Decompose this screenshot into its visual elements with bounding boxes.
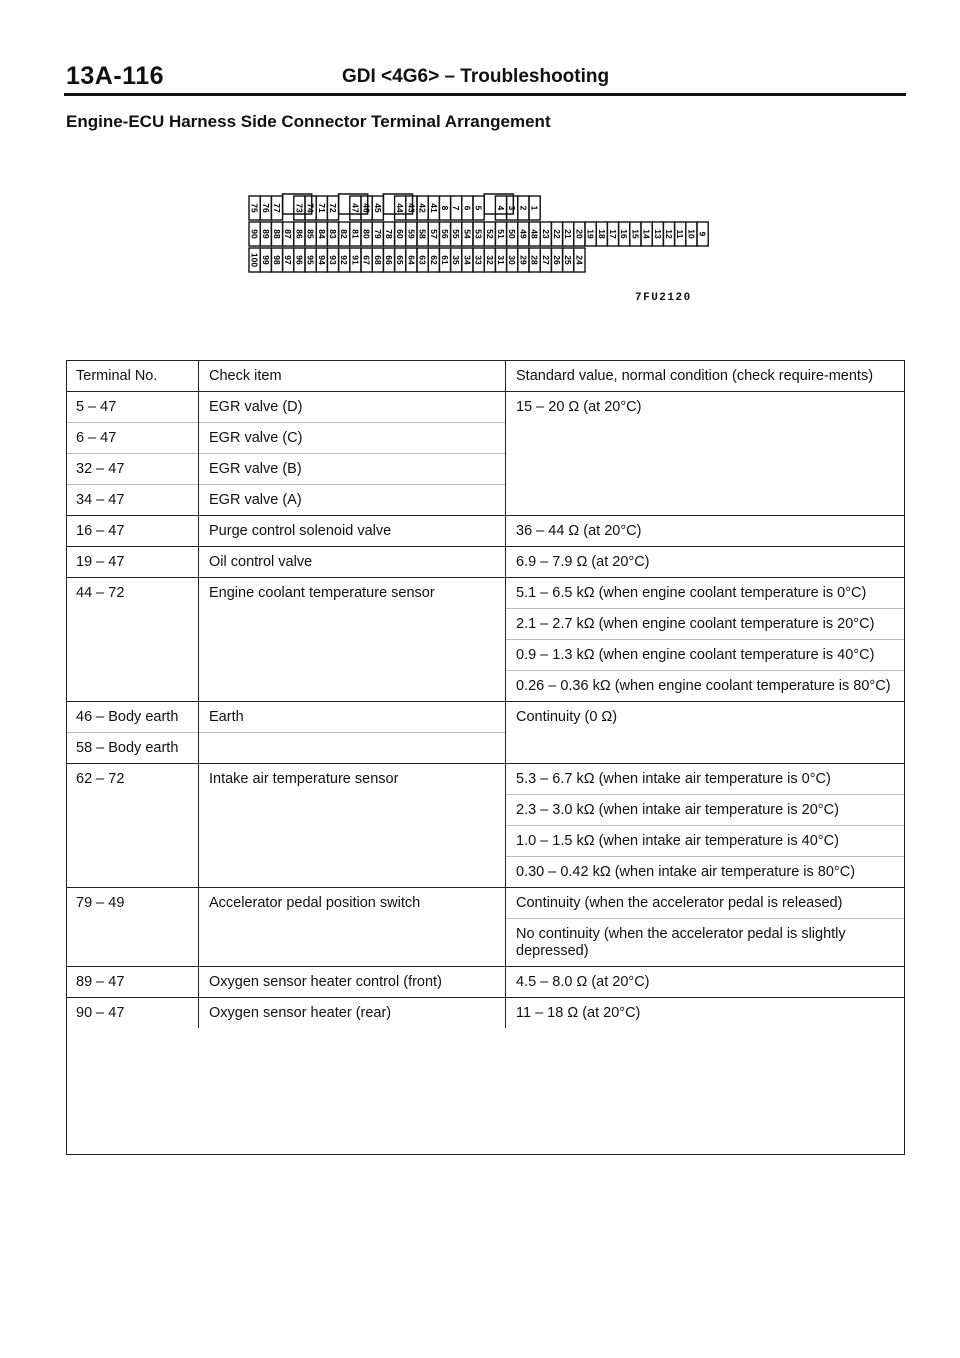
connector-pin-label: 30 [507, 255, 518, 265]
connector-pin-label: 86 [294, 229, 305, 239]
connector-pin-label: 34 [462, 255, 473, 265]
connector-pin-label: 62 [428, 255, 439, 265]
cell-value: 6.9 – 7.9 Ω (at 20°C) [506, 547, 906, 578]
cell-item [199, 640, 506, 671]
cell-item [199, 826, 506, 857]
connector-pin-label: 68 [372, 255, 383, 265]
connector-pin-label: 14 [641, 229, 652, 239]
connector-pin-label: 99 [260, 255, 271, 265]
connector-pin-label: 33 [473, 255, 484, 265]
table-row [66, 485, 905, 516]
connector-pin-label: 28 [529, 255, 540, 265]
table-row [66, 857, 905, 888]
connector-pin-label: 78 [384, 229, 394, 239]
cell-terminal: 79 – 49 [66, 888, 199, 919]
connector-pin-label: 81 [350, 229, 361, 239]
table-row [66, 998, 905, 1029]
cell-terminal: 62 – 72 [66, 764, 199, 795]
cell-item [199, 857, 506, 888]
connector-pin-label: 32 [484, 255, 495, 265]
connector-pin-label: 46 [361, 203, 372, 213]
connector-pin-label: 43 [406, 203, 417, 213]
terminal-check-table [66, 360, 905, 1028]
cell-terminal: 16 – 47 [66, 516, 199, 547]
connector-pin-label: 47 [350, 203, 361, 213]
connector-pin-label: 42 [417, 203, 428, 213]
connector-pin-label: 93 [328, 255, 338, 265]
cell-item [199, 609, 506, 640]
cell-terminal: 5 – 47 [66, 392, 199, 423]
cell-terminal [66, 795, 199, 826]
table-row [66, 733, 905, 764]
cell-item: Oil control valve [199, 547, 506, 578]
connector-pin-label: 24 [574, 255, 585, 265]
cell-item: Earth [199, 702, 506, 733]
cell-item [199, 795, 506, 826]
table-row [66, 826, 905, 857]
cell-value [506, 485, 906, 516]
cell-terminal [66, 609, 199, 640]
table-row [66, 547, 905, 578]
cell-terminal: 90 – 47 [66, 998, 199, 1029]
cell-terminal: 58 – Body earth [66, 733, 199, 764]
connector-pin-label: 19 [585, 229, 596, 239]
connector-pin-label: 3 [507, 205, 518, 211]
connector-key-slot [484, 194, 513, 214]
connector-pin-label: 18 [596, 229, 607, 239]
cell-terminal: 44 – 72 [66, 578, 199, 609]
connector-diagram [245, 188, 715, 288]
connector-pin-labels [250, 203, 708, 267]
header-standard-value: Standard value, normal condition (check require-ments) [506, 361, 906, 392]
connector-pin-label: 55 [451, 229, 462, 239]
connector-pin-label: 13 [652, 229, 663, 239]
connector-pin-label: 82 [339, 229, 350, 239]
cell-terminal: 32 – 47 [66, 454, 199, 485]
table-row [66, 516, 905, 547]
connector-pin-label: 15 [630, 229, 641, 239]
table-row [66, 640, 905, 671]
connector-pin-label: 50 [507, 229, 518, 239]
header-check-item: Check item [199, 361, 506, 392]
cell-value: 0.30 – 0.42 kΩ (when intake air temperature is 80°C) [506, 857, 906, 888]
connector-pin-label: 4 [496, 205, 506, 211]
connector-pin-label: 20 [574, 229, 585, 239]
section-title: Engine-ECU Harness Side Connector Terminal Arrangement [66, 112, 551, 131]
connector-pin-label: 90 [249, 229, 260, 239]
cell-item: Engine coolant temperature sensor [199, 578, 506, 609]
cell-value [506, 423, 906, 454]
connector-pin-label: 67 [361, 255, 372, 265]
connector-pin-label: 44 [395, 203, 406, 213]
connector-pin-label: 72 [328, 203, 338, 213]
connector-pin-label: 11 [675, 229, 686, 239]
cell-item: EGR valve (B) [199, 454, 506, 485]
connector-pin-label: 59 [406, 229, 417, 239]
table-row [66, 423, 905, 454]
connector-pin-label: 10 [686, 229, 697, 239]
connector-pin-label: 51 [496, 229, 506, 239]
cell-value: 5.3 – 6.7 kΩ (when intake air temperature is 0°C) [506, 764, 906, 795]
figure-code: 7FU2120 [635, 292, 692, 304]
cell-item: EGR valve (D) [199, 392, 506, 423]
cell-value: 0.9 – 1.3 kΩ (when engine coolant temperature is 40°C) [506, 640, 906, 671]
cell-item: EGR valve (C) [199, 423, 506, 454]
cell-value: 5.1 – 6.5 kΩ (when engine coolant temperature is 0°C) [506, 578, 906, 609]
connector-pin-label: 41 [428, 203, 439, 213]
cell-terminal [66, 640, 199, 671]
connector-pin-label: 17 [608, 229, 618, 239]
cell-value: 1.0 – 1.5 kΩ (when intake air temperature is 40°C) [506, 826, 906, 857]
connector-pin-label: 100 [249, 252, 260, 268]
page-header-title: GDI <4G6> – Troubleshooting [342, 66, 610, 87]
cell-terminal [66, 671, 199, 702]
connector-pin-label: 71 [316, 203, 327, 213]
cell-terminal [66, 919, 199, 967]
cell-terminal: 89 – 47 [66, 967, 199, 998]
table-header-row [66, 361, 905, 392]
table-row [66, 967, 905, 998]
cell-item: Oxygen sensor heater control (front) [199, 967, 506, 998]
connector-pin-label: 53 [473, 229, 484, 239]
connector-pin-label: 52 [484, 229, 495, 239]
table-row [66, 578, 905, 609]
connector-pin-label: 6 [462, 205, 473, 211]
connector-pin-label: 97 [283, 255, 294, 265]
connector-pin-label: 80 [361, 229, 372, 239]
connector-pin-label: 54 [462, 229, 473, 239]
table-row [66, 454, 905, 485]
connector-pin-label: 27 [540, 255, 551, 265]
cell-item [199, 671, 506, 702]
table-row [66, 764, 905, 795]
connector-pin-label: 88 [272, 229, 282, 239]
connector-pin-label: 61 [440, 255, 450, 265]
connector-pin-label: 84 [316, 229, 327, 239]
cell-terminal [66, 826, 199, 857]
cell-terminal: 6 – 47 [66, 423, 199, 454]
connector-pin-label: 9 [697, 231, 708, 237]
cell-value: 36 – 44 Ω (at 20°C) [506, 516, 906, 547]
connector-pin-label: 12 [664, 229, 674, 239]
cell-value: No continuity (when the accelerator pedal is slightly depressed) [506, 919, 906, 967]
connector-pin-label: 92 [339, 255, 350, 265]
cell-value [506, 733, 906, 764]
table-row [66, 671, 905, 702]
connector-pin-label: 77 [272, 203, 282, 213]
cell-value: 15 – 20 Ω (at 20°C) [516, 399, 642, 415]
connector-pin-label: 57 [428, 229, 439, 239]
cell-terminal: 34 – 47 [66, 485, 199, 516]
connector-pin-label: 35 [451, 255, 462, 265]
page-number: 13A-116 [66, 62, 165, 90]
connector-pin-label: 96 [294, 255, 305, 265]
connector-pin-label: 66 [384, 255, 394, 265]
connector-pin-label: 74 [305, 203, 316, 213]
connector-pin-label: 21 [563, 229, 574, 239]
cell-item [199, 733, 506, 764]
connector-pin-label: 95 [305, 255, 316, 265]
cell-value [506, 454, 906, 485]
cell-value: 2.1 – 2.7 kΩ (when engine coolant temperature is 20°C) [506, 609, 906, 640]
cell-terminal: 46 – Body earth [66, 702, 199, 733]
connector-pin-label: 58 [417, 229, 428, 239]
cell-value: 0.26 – 0.36 kΩ (when engine coolant temperature is 80°C) [506, 671, 906, 702]
cell-value: 11 – 18 Ω (at 20°C) [506, 998, 906, 1029]
header-terminal: Terminal No. [66, 361, 199, 392]
connector-pin-label: 91 [350, 255, 361, 265]
table-row [66, 795, 905, 826]
connector-pin-label: 45 [372, 203, 383, 213]
cell-item: Purge control solenoid valve [199, 516, 506, 547]
table-body [66, 392, 905, 1029]
header-rule [64, 93, 906, 96]
connector-pin-label: 85 [305, 229, 316, 239]
connector-pin-label: 7 [451, 205, 462, 211]
connector-pin-label: 16 [619, 229, 630, 239]
connector-pin-label: 49 [518, 229, 529, 239]
connector-pin-label: 1 [529, 205, 540, 211]
connector-pin-label: 94 [316, 255, 327, 265]
connector-pin-label: 63 [417, 255, 428, 265]
cell-item: Oxygen sensor heater (rear) [199, 998, 506, 1029]
connector-pin-label: 8 [440, 205, 450, 211]
connector-pin-label: 48 [529, 229, 540, 239]
connector-pin-label: 25 [563, 255, 574, 265]
connector-pin-label: 29 [518, 255, 529, 265]
table-row [66, 919, 905, 967]
cell-terminal: 19 – 47 [66, 547, 199, 578]
table-row [66, 609, 905, 640]
cell-value: 2.3 – 3.0 kΩ (when intake air temperature is 20°C) [506, 795, 906, 826]
connector-pin-label: 2 [518, 205, 529, 211]
connector-pin-label: 83 [328, 229, 338, 239]
connector-pin-label: 65 [395, 255, 406, 265]
cell-item: Intake air temperature sensor [199, 764, 506, 795]
connector-pin-label: 56 [440, 229, 450, 239]
connector-pin-label: 31 [496, 255, 506, 265]
table-row [66, 702, 905, 733]
connector-pin-label: 76 [260, 203, 271, 213]
cell-item [199, 919, 506, 967]
connector-pin-label: 75 [249, 203, 260, 213]
connector-pin-label: 60 [395, 229, 406, 239]
connector-pin-label: 23 [540, 229, 551, 239]
connector-pin-label: 22 [552, 229, 562, 239]
cell-item: EGR valve (A) [199, 485, 506, 516]
connector-pin-label: 79 [372, 229, 383, 239]
connector-pin-label: 89 [260, 229, 271, 239]
connector-pin-label: 87 [283, 229, 294, 239]
connector-pin-label: 26 [552, 255, 562, 265]
cell-value: Continuity (when the accelerator pedal is released) [506, 888, 906, 919]
connector-pin-label: 98 [272, 255, 282, 265]
table-row [66, 392, 905, 423]
cell-terminal [66, 857, 199, 888]
connector-pin-label: 5 [473, 205, 484, 211]
connector-pin-label: 73 [294, 203, 305, 213]
cell-value: 4.5 – 8.0 Ω (at 20°C) [506, 967, 906, 998]
cell-item: Accelerator pedal position switch [199, 888, 506, 919]
cell-value: Continuity (0 Ω) [506, 702, 906, 733]
connector-pin-label: 64 [406, 255, 417, 265]
table-row [66, 888, 905, 919]
